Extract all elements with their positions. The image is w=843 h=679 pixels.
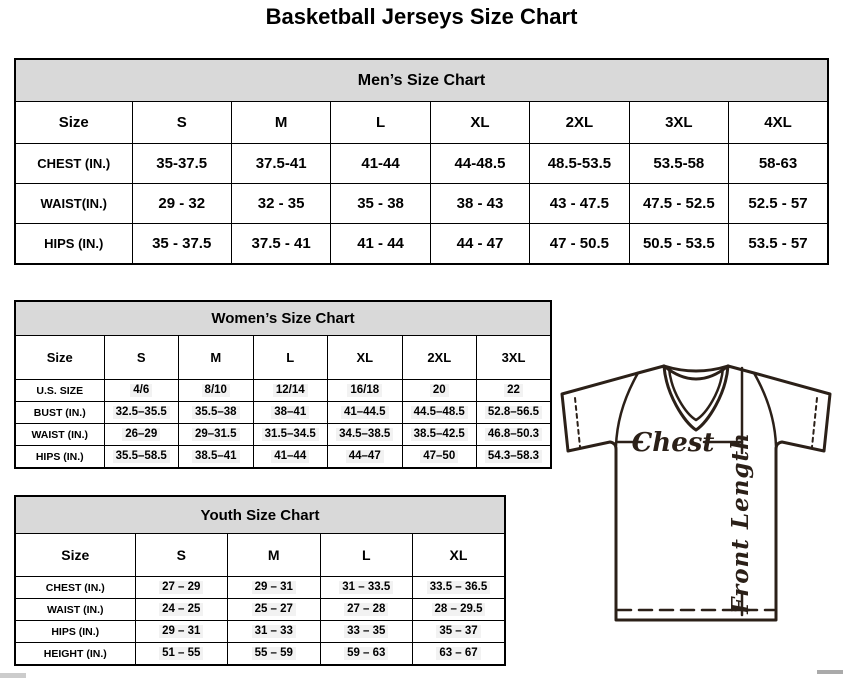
men-size-value-cell: 44-48.5 bbox=[430, 144, 529, 184]
women-size-value-cell: 12/14 bbox=[253, 380, 328, 402]
men-size-value-cell: 37.5 - 41 bbox=[231, 224, 330, 265]
women-table-row bbox=[15, 380, 551, 402]
youth-size-value-cell: 33.5 – 36.5 bbox=[413, 577, 506, 599]
chest-label: Chest bbox=[631, 428, 715, 458]
youth-size-value-cell: 33 – 35 bbox=[320, 621, 413, 643]
youth-table-title: Youth Size Chart bbox=[15, 496, 505, 534]
youth-size-value-cell: 29 – 31 bbox=[135, 621, 228, 643]
youth-size-table bbox=[14, 495, 506, 666]
youth-size-value-cell: 31 – 33.5 bbox=[320, 577, 413, 599]
youth-size-value-cell: 24 – 25 bbox=[135, 599, 228, 621]
women-size-value-cell: 44.5–48.5 bbox=[402, 402, 477, 424]
men-column-header-xl: XL bbox=[430, 102, 529, 144]
men-size-value-cell: 47 - 50.5 bbox=[530, 224, 629, 265]
women-column-header-l: L bbox=[253, 336, 328, 380]
women-size-value-cell: 38.5–41 bbox=[179, 446, 254, 469]
men-size-value-cell: 35 - 37.5 bbox=[132, 224, 231, 265]
men-size-value-cell: 50.5 - 53.5 bbox=[629, 224, 728, 265]
men-size-value-cell: 52.5 - 57 bbox=[729, 184, 828, 224]
jersey-outline bbox=[562, 366, 830, 620]
women-size-value-cell: 41–44.5 bbox=[328, 402, 403, 424]
men-column-header-l: L bbox=[331, 102, 430, 144]
youth-table-row bbox=[15, 643, 505, 666]
women-column-header-xl: XL bbox=[328, 336, 403, 380]
youth-table-row bbox=[15, 577, 505, 599]
women-row-label: U.S. SIZE bbox=[15, 380, 104, 402]
jersey-measurement-diagram bbox=[552, 352, 840, 630]
women-size-value-cell: 46.8–50.3 bbox=[477, 424, 552, 446]
women-row-label: BUST (IN.) bbox=[15, 402, 104, 424]
youth-size-value-cell: 27 – 29 bbox=[135, 577, 228, 599]
youth-size-value-cell: 27 – 28 bbox=[320, 599, 413, 621]
men-size-value-cell: 47.5 - 52.5 bbox=[629, 184, 728, 224]
youth-row-label: HIPS (IN.) bbox=[15, 621, 135, 643]
men-size-value-cell: 29 - 32 bbox=[132, 184, 231, 224]
men-column-header-2xl: 2XL bbox=[530, 102, 629, 144]
men-size-value-cell: 44 - 47 bbox=[430, 224, 529, 265]
women-size-value-cell: 47–50 bbox=[402, 446, 477, 469]
women-size-value-cell: 38–41 bbox=[253, 402, 328, 424]
men-size-value-cell: 41 - 44 bbox=[331, 224, 430, 265]
women-size-value-cell: 41–44 bbox=[253, 446, 328, 469]
women-column-header-2xl: 2XL bbox=[402, 336, 477, 380]
youth-column-header-l: L bbox=[320, 534, 413, 577]
women-size-value-cell: 38.5–42.5 bbox=[402, 424, 477, 446]
youth-column-header-s: S bbox=[135, 534, 228, 577]
women-column-header-size: Size bbox=[15, 336, 104, 380]
youth-table-row bbox=[15, 621, 505, 643]
men-row-label: CHEST (IN.) bbox=[15, 144, 132, 184]
women-size-value-cell: 52.8–56.5 bbox=[477, 402, 552, 424]
horizontal-scrollbar-fragment-left[interactable] bbox=[0, 673, 26, 678]
youth-size-value-cell: 25 – 27 bbox=[228, 599, 321, 621]
mens-table-title: Men’s Size Chart bbox=[15, 59, 828, 102]
women-size-value-cell: 31.5–34.5 bbox=[253, 424, 328, 446]
horizontal-scrollbar-fragment-right[interactable] bbox=[817, 670, 843, 674]
youth-row-label: CHEST (IN.) bbox=[15, 577, 135, 599]
youth-column-header-m: M bbox=[228, 534, 321, 577]
men-column-header-3xl: 3XL bbox=[629, 102, 728, 144]
men-size-value-cell: 43 - 47.5 bbox=[530, 184, 629, 224]
mens-size-table bbox=[14, 58, 829, 265]
men-table-row bbox=[15, 184, 828, 224]
women-size-value-cell: 26–29 bbox=[104, 424, 179, 446]
men-table-row bbox=[15, 224, 828, 265]
men-size-value-cell: 37.5-41 bbox=[231, 144, 330, 184]
men-size-value-cell: 53.5 - 57 bbox=[729, 224, 828, 265]
men-size-value-cell: 35-37.5 bbox=[132, 144, 231, 184]
women-row-label: HIPS (IN.) bbox=[15, 446, 104, 469]
page-title: Basketball Jerseys Size Chart bbox=[265, 4, 578, 29]
men-table-row bbox=[15, 144, 828, 184]
women-size-value-cell: 34.5–38.5 bbox=[328, 424, 403, 446]
womens-size-table bbox=[14, 300, 552, 469]
men-size-value-cell: 48.5-53.5 bbox=[530, 144, 629, 184]
men-size-value-cell: 41-44 bbox=[331, 144, 430, 184]
women-size-value-cell: 22 bbox=[477, 380, 552, 402]
youth-size-value-cell: 55 – 59 bbox=[228, 643, 321, 666]
women-size-value-cell: 8/10 bbox=[179, 380, 254, 402]
youth-size-value-cell: 28 – 29.5 bbox=[413, 599, 506, 621]
women-table-row bbox=[15, 446, 551, 469]
men-column-header-s: S bbox=[132, 102, 231, 144]
men-size-value-cell: 53.5-58 bbox=[629, 144, 728, 184]
men-column-header-4xl: 4XL bbox=[729, 102, 828, 144]
youth-size-value-cell: 51 – 55 bbox=[135, 643, 228, 666]
women-table-row bbox=[15, 424, 551, 446]
youth-row-label: WAIST (IN.) bbox=[15, 599, 135, 621]
youth-size-value-cell: 63 – 67 bbox=[413, 643, 506, 666]
women-size-value-cell: 44–47 bbox=[328, 446, 403, 469]
womens-table-title: Women’s Size Chart bbox=[15, 301, 551, 336]
women-size-value-cell: 54.3–58.3 bbox=[477, 446, 552, 469]
front-length-label: Front Length bbox=[727, 432, 754, 614]
youth-column-header-xl: XL bbox=[413, 534, 506, 577]
youth-row-label: HEIGHT (IN.) bbox=[15, 643, 135, 666]
women-size-value-cell: 16/18 bbox=[328, 380, 403, 402]
youth-column-header-size: Size bbox=[15, 534, 135, 577]
men-row-label: WAIST(IN.) bbox=[15, 184, 132, 224]
women-size-value-cell: 29–31.5 bbox=[179, 424, 254, 446]
men-size-value-cell: 38 - 43 bbox=[430, 184, 529, 224]
men-size-value-cell: 32 - 35 bbox=[231, 184, 330, 224]
men-column-header-m: M bbox=[231, 102, 330, 144]
men-column-header-size: Size bbox=[15, 102, 132, 144]
women-size-value-cell: 4/6 bbox=[104, 380, 179, 402]
youth-size-value-cell: 35 – 37 bbox=[413, 621, 506, 643]
women-size-value-cell: 35.5–38 bbox=[179, 402, 254, 424]
women-column-header-s: S bbox=[104, 336, 179, 380]
men-row-label: HIPS (IN.) bbox=[15, 224, 132, 265]
women-row-label: WAIST (IN.) bbox=[15, 424, 104, 446]
women-size-value-cell: 35.5–58.5 bbox=[104, 446, 179, 469]
women-column-header-3xl: 3XL bbox=[477, 336, 552, 380]
men-size-value-cell: 58-63 bbox=[729, 144, 828, 184]
youth-table-row bbox=[15, 599, 505, 621]
youth-size-value-cell: 31 – 33 bbox=[228, 621, 321, 643]
women-table-row bbox=[15, 402, 551, 424]
women-size-value-cell: 32.5–35.5 bbox=[104, 402, 179, 424]
youth-size-value-cell: 29 – 31 bbox=[228, 577, 321, 599]
women-column-header-m: M bbox=[179, 336, 254, 380]
men-size-value-cell: 35 - 38 bbox=[331, 184, 430, 224]
youth-size-value-cell: 59 – 63 bbox=[320, 643, 413, 666]
women-size-value-cell: 20 bbox=[402, 380, 477, 402]
